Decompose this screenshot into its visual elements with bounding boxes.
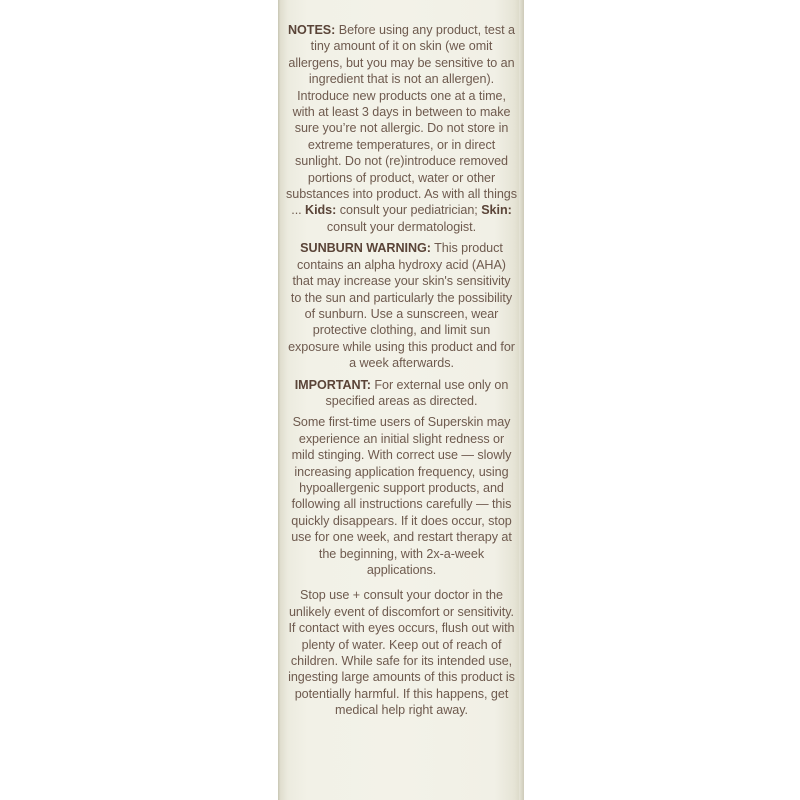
box-left-edge: [278, 0, 281, 800]
sunburn-warning-text: This product contains an alpha hydroxy acid (AHA) that may increase your skin's sensitivity to the sun and particularly the possibility of sunburn. Use a sunscreen, wear protective clothing, and limit sun exposure while using this product and for a week afterwards.: [288, 241, 515, 371]
skin-label: Skin:: [481, 203, 512, 218]
sunburn-warning-paragraph: [286, 240, 517, 371]
important-heading: IMPORTANT:: [294, 377, 371, 392]
label-text-column: [286, 22, 517, 724]
first-time-users-paragraph: Some first-time users of Superskin may experience an initial slight redness or mild stinging. With correct use — slowly increasing application frequency, using hypoallergenic support products, and following all instructions carefully — this quickly disappears. If it does occur, stop use for one week, and restart therapy at the beginning, with 2x-a-week applications.: [291, 415, 512, 577]
notes-text-c: consult your dermatologist.: [326, 219, 477, 234]
stop-use-paragraph: Stop use + consult your doctor in the unlikely event of discomfort or sensitivity. If contact with eyes occurs, flush out with plenty of water. Keep out of reach of children. While safe for its intended use, ingesting large amounts of this product is potentially harmful. If this happens, get medical help right away.: [288, 588, 515, 718]
notes-text-b: consult your pediatrician;: [336, 203, 482, 218]
kids-label: Kids:: [305, 203, 337, 218]
important-text: For external use only on specified areas as directed.: [325, 377, 509, 408]
sunburn-warning-heading: SUNBURN WARNING:: [300, 241, 431, 256]
important-paragraph: [286, 377, 517, 410]
notes-heading: NOTES:: [288, 23, 336, 37]
box-right-edge: [519, 0, 524, 800]
notes-text-a: Before using any product, test a tiny amount of it on skin (we omit allergens, but you may be sensitive to an ingredient that is not an allergen). Introduce new products one at a time, with at least 3 days in between to make sure you’re not allergic. Do not store in extreme temperatures, or in direct sunlight. Do not (re)introduce removed portions of product, water or other substances into product. As with all things ...: [286, 23, 517, 218]
notes-paragraph: [286, 22, 517, 235]
